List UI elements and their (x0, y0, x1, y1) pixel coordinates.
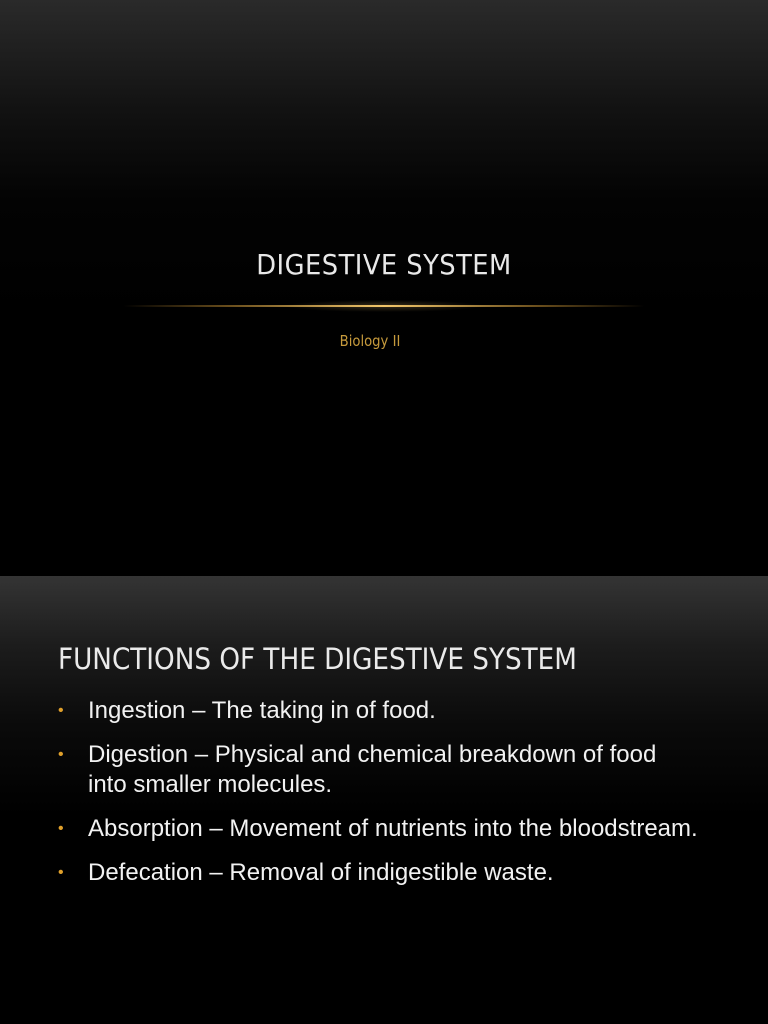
bullet-text: Digestion – Physical and chemical breakdown of food into smaller molecules. (88, 741, 657, 798)
bullet-icon: • (58, 864, 64, 881)
list-item (58, 740, 698, 800)
list-item (58, 858, 698, 888)
bullet-text: Ingestion – The taking in of food. (88, 697, 436, 724)
bullet-icon: • (58, 746, 64, 763)
gold-divider (124, 305, 644, 307)
bullet-list (58, 696, 698, 902)
bullet-text: Absorption – Movement of nutrients into the bloodstream. (88, 815, 698, 842)
slide-subtitle: Biology II (339, 332, 401, 350)
content-slide-title: FUNCTIONS OF THE DIGESTIVE SYSTEM (58, 642, 577, 676)
list-item (58, 696, 698, 726)
bullet-text: Defecation – Removal of indigestible waste. (88, 859, 554, 886)
bullet-icon: • (58, 820, 64, 837)
list-item (58, 814, 698, 844)
slide-title: DIGESTIVE SYSTEM (256, 248, 512, 281)
content-slide (0, 576, 768, 1024)
bullet-icon: • (58, 702, 64, 719)
